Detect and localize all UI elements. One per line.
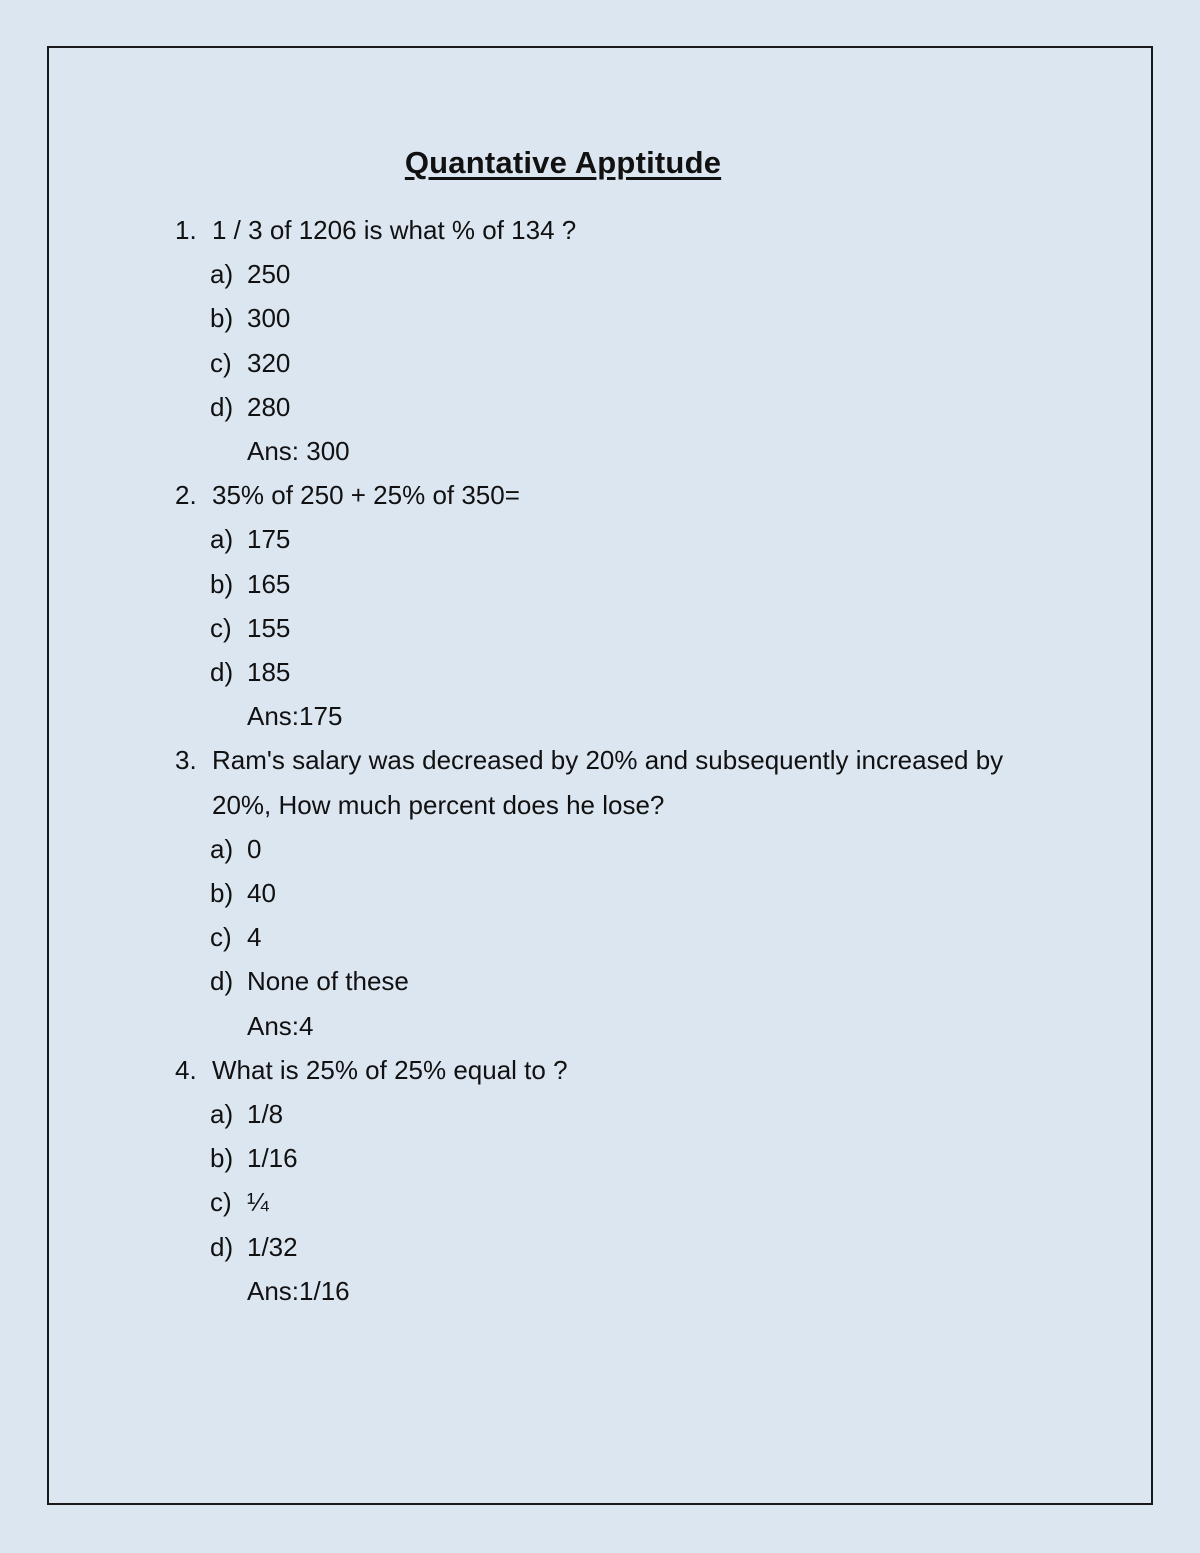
question-block — [175, 1048, 1055, 1313]
option-list — [175, 1092, 1055, 1269]
option-text: 185 — [247, 657, 291, 688]
option-letter: d) — [210, 391, 234, 422]
question-block — [175, 208, 1055, 473]
answer-text: Ans:175 — [247, 701, 343, 732]
option-letter: c) — [210, 347, 232, 378]
option-text: 165 — [247, 568, 291, 599]
option-letter: a) — [210, 833, 234, 864]
option-text: 0 — [247, 833, 262, 864]
option — [210, 252, 1055, 296]
option-letter: c) — [210, 1187, 232, 1218]
option-list — [175, 827, 1055, 1004]
option-letter: d) — [210, 1231, 234, 1262]
question-block — [175, 738, 1055, 1047]
option — [210, 517, 1055, 561]
option — [210, 827, 1055, 871]
option-letter: a) — [210, 524, 234, 555]
question — [175, 208, 1055, 252]
question-number: 2. — [175, 480, 197, 511]
option-text: None of these — [247, 966, 409, 997]
option-text: 280 — [247, 391, 291, 422]
option — [210, 959, 1055, 1003]
option — [210, 1180, 1055, 1224]
option-text: 300 — [247, 303, 291, 334]
option — [210, 1225, 1055, 1269]
question-text: 1 / 3 of 1206 is what % of 134 ? — [212, 215, 577, 245]
option-letter: c) — [210, 922, 232, 953]
question-number: 4. — [175, 1054, 197, 1085]
option-letter: a) — [210, 1099, 234, 1130]
question-number: 1. — [175, 215, 197, 245]
question-number: 3. — [175, 745, 197, 776]
option-letter: b) — [210, 878, 234, 909]
question-text: Ram's salary was decreased by 20% and subsequently increased by 20%, How much percent does he lose? — [212, 745, 1004, 820]
option — [210, 871, 1055, 915]
option — [210, 562, 1055, 606]
option-text: 155 — [247, 612, 291, 643]
option — [210, 1136, 1055, 1180]
question — [175, 473, 1055, 517]
option — [210, 915, 1055, 959]
option-list — [175, 517, 1055, 694]
option — [210, 1092, 1055, 1136]
answer-text: Ans: 300 — [247, 436, 350, 467]
option — [210, 296, 1055, 340]
option-list — [175, 252, 1055, 429]
option — [210, 650, 1055, 694]
question-block — [175, 473, 1055, 738]
option-letter: b) — [210, 1143, 234, 1174]
option-text: 320 — [247, 347, 291, 378]
option-text: 1/8 — [247, 1099, 284, 1130]
question-text: 35% of 250 + 25% of 350= — [212, 480, 520, 511]
question-list — [175, 208, 1055, 1313]
question — [175, 1048, 1055, 1092]
question-text: What is 25% of 25% equal to ? — [212, 1054, 568, 1085]
document-title: Quantative Apptitude — [404, 145, 722, 180]
answer-text: Ans:4 — [247, 1010, 314, 1041]
option — [210, 341, 1055, 385]
question — [175, 738, 1055, 826]
option — [210, 385, 1055, 429]
option-text: 1/16 — [247, 1143, 298, 1174]
option-letter: c) — [210, 612, 232, 643]
option-text: 1/32 — [247, 1231, 298, 1262]
option-letter: b) — [210, 303, 234, 334]
answer-text: Ans:1/16 — [247, 1275, 350, 1306]
option-text: 175 — [247, 524, 291, 555]
option — [210, 606, 1055, 650]
option-letter: b) — [210, 568, 234, 599]
option-text: 250 — [247, 259, 291, 290]
option-letter: a) — [210, 259, 234, 290]
option-text: 40 — [247, 878, 276, 909]
option-letter: d) — [210, 966, 234, 997]
option-text: 4 — [247, 922, 262, 953]
option-text: ¼ — [247, 1187, 269, 1218]
option-letter: d) — [210, 657, 234, 688]
